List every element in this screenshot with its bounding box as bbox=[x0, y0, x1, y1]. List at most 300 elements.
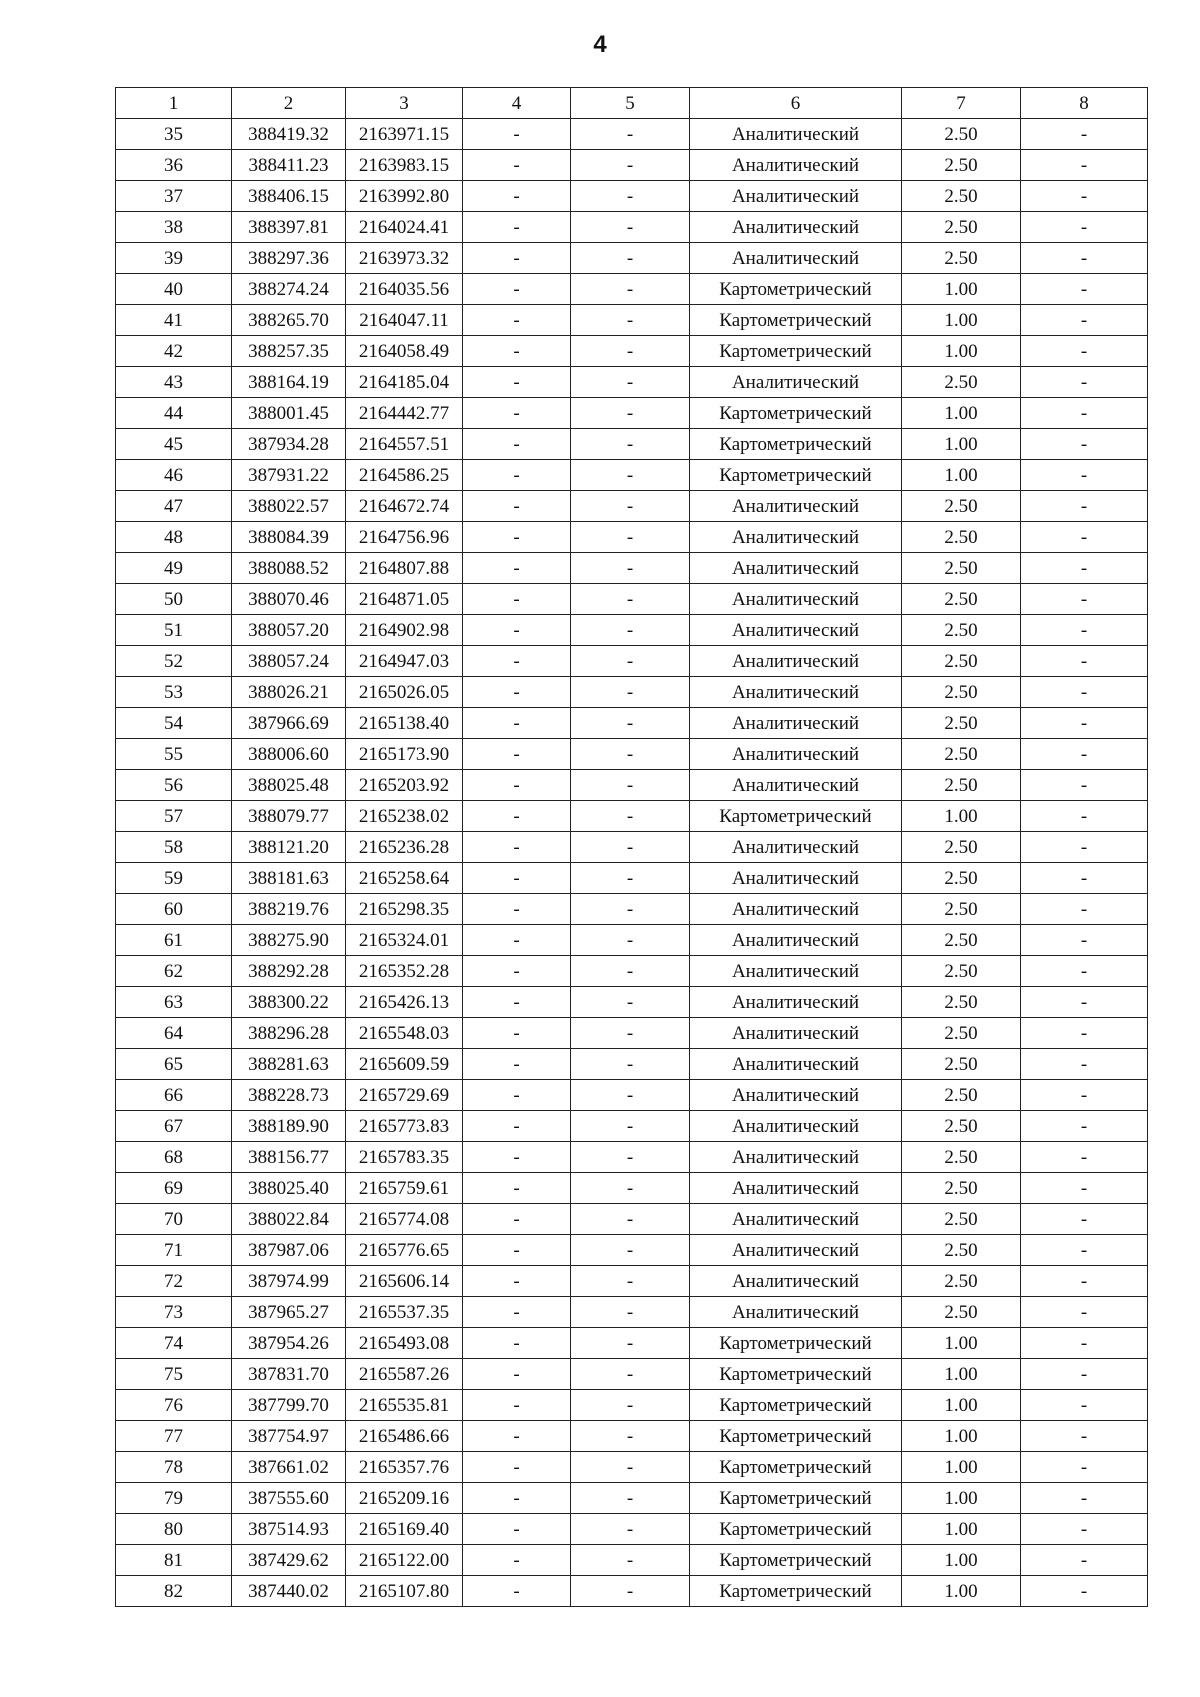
cell-accuracy: 2.50 bbox=[902, 522, 1021, 553]
cell-point-number: 57 bbox=[116, 801, 232, 832]
cell-col8-value: - bbox=[1021, 1204, 1148, 1235]
cell-point-number: 37 bbox=[116, 181, 232, 212]
cell-method: Аналитический bbox=[690, 212, 902, 243]
cell-col5-value: - bbox=[571, 553, 690, 584]
cell-col5-value: - bbox=[571, 212, 690, 243]
cell-coord-x: 388297.36 bbox=[232, 243, 346, 274]
table-row bbox=[116, 1018, 1148, 1049]
table-row bbox=[116, 336, 1148, 367]
cell-point-number: 51 bbox=[116, 615, 232, 646]
column-header-1: 1 bbox=[116, 88, 232, 119]
table-row bbox=[116, 1328, 1148, 1359]
cell-accuracy: 2.50 bbox=[902, 646, 1021, 677]
table-row bbox=[116, 832, 1148, 863]
table-row bbox=[116, 863, 1148, 894]
cell-accuracy: 2.50 bbox=[902, 1080, 1021, 1111]
cell-col4-value: - bbox=[463, 708, 571, 739]
cell-coord-x: 388300.22 bbox=[232, 987, 346, 1018]
cell-accuracy: 2.50 bbox=[902, 1173, 1021, 1204]
table-row bbox=[116, 739, 1148, 770]
table-row bbox=[116, 987, 1148, 1018]
cell-accuracy: 2.50 bbox=[902, 739, 1021, 770]
cell-col4-value: - bbox=[463, 150, 571, 181]
cell-col8-value: - bbox=[1021, 460, 1148, 491]
cell-col8-value: - bbox=[1021, 367, 1148, 398]
cell-col5-value: - bbox=[571, 863, 690, 894]
cell-col8-value: - bbox=[1021, 553, 1148, 584]
cell-col5-value: - bbox=[571, 584, 690, 615]
cell-point-number: 61 bbox=[116, 925, 232, 956]
cell-point-number: 77 bbox=[116, 1421, 232, 1452]
cell-col5-value: - bbox=[571, 677, 690, 708]
cell-col5-value: - bbox=[571, 1359, 690, 1390]
cell-col8-value: - bbox=[1021, 925, 1148, 956]
cell-accuracy: 1.00 bbox=[902, 429, 1021, 460]
cell-accuracy: 1.00 bbox=[902, 1483, 1021, 1514]
cell-accuracy: 1.00 bbox=[902, 398, 1021, 429]
cell-coord-y: 2165426.13 bbox=[346, 987, 463, 1018]
table-row bbox=[116, 1173, 1148, 1204]
cell-col5-value: - bbox=[571, 708, 690, 739]
cell-point-number: 73 bbox=[116, 1297, 232, 1328]
cell-col8-value: - bbox=[1021, 1514, 1148, 1545]
cell-accuracy: 2.50 bbox=[902, 584, 1021, 615]
cell-col8-value: - bbox=[1021, 212, 1148, 243]
cell-point-number: 36 bbox=[116, 150, 232, 181]
cell-col8-value: - bbox=[1021, 1049, 1148, 1080]
cell-point-number: 65 bbox=[116, 1049, 232, 1080]
cell-method: Аналитический bbox=[690, 1173, 902, 1204]
cell-point-number: 60 bbox=[116, 894, 232, 925]
cell-coord-y: 2165606.14 bbox=[346, 1266, 463, 1297]
cell-method: Картометрический bbox=[690, 1483, 902, 1514]
cell-col5-value: - bbox=[571, 1483, 690, 1514]
table-row bbox=[116, 584, 1148, 615]
cell-accuracy: 2.50 bbox=[902, 708, 1021, 739]
cell-col5-value: - bbox=[571, 119, 690, 150]
cell-accuracy: 2.50 bbox=[902, 367, 1021, 398]
coordinates-table bbox=[115, 87, 1148, 1607]
cell-col4-value: - bbox=[463, 274, 571, 305]
cell-method: Аналитический bbox=[690, 1297, 902, 1328]
cell-method: Аналитический bbox=[690, 584, 902, 615]
cell-col5-value: - bbox=[571, 1142, 690, 1173]
cell-col8-value: - bbox=[1021, 274, 1148, 305]
cell-coord-y: 2164871.05 bbox=[346, 584, 463, 615]
table-row bbox=[116, 553, 1148, 584]
cell-point-number: 80 bbox=[116, 1514, 232, 1545]
cell-coord-x: 388156.77 bbox=[232, 1142, 346, 1173]
cell-point-number: 79 bbox=[116, 1483, 232, 1514]
cell-coord-x: 388281.63 bbox=[232, 1049, 346, 1080]
table-row bbox=[116, 1080, 1148, 1111]
table-row bbox=[116, 1545, 1148, 1576]
cell-coord-y: 2164756.96 bbox=[346, 522, 463, 553]
cell-accuracy: 1.00 bbox=[902, 1328, 1021, 1359]
cell-coord-x: 388397.81 bbox=[232, 212, 346, 243]
cell-coord-x: 387954.26 bbox=[232, 1328, 346, 1359]
table-row bbox=[116, 801, 1148, 832]
cell-col4-value: - bbox=[463, 1483, 571, 1514]
cell-col4-value: - bbox=[463, 1080, 571, 1111]
cell-accuracy: 2.50 bbox=[902, 1235, 1021, 1266]
cell-coord-x: 388257.35 bbox=[232, 336, 346, 367]
cell-col5-value: - bbox=[571, 1049, 690, 1080]
table-row bbox=[116, 1390, 1148, 1421]
cell-col5-value: - bbox=[571, 1390, 690, 1421]
cell-coord-y: 2163983.15 bbox=[346, 150, 463, 181]
cell-method: Аналитический bbox=[690, 243, 902, 274]
cell-point-number: 41 bbox=[116, 305, 232, 336]
cell-col8-value: - bbox=[1021, 398, 1148, 429]
cell-method: Картометрический bbox=[690, 1545, 902, 1576]
cell-accuracy: 2.50 bbox=[902, 119, 1021, 150]
cell-coord-x: 388296.28 bbox=[232, 1018, 346, 1049]
cell-col4-value: - bbox=[463, 336, 571, 367]
cell-accuracy: 1.00 bbox=[902, 1359, 1021, 1390]
cell-coord-x: 387514.93 bbox=[232, 1514, 346, 1545]
cell-col8-value: - bbox=[1021, 956, 1148, 987]
cell-point-number: 59 bbox=[116, 863, 232, 894]
cell-col5-value: - bbox=[571, 894, 690, 925]
cell-point-number: 48 bbox=[116, 522, 232, 553]
table-row bbox=[116, 1111, 1148, 1142]
cell-col5-value: - bbox=[571, 336, 690, 367]
cell-method: Аналитический bbox=[690, 1080, 902, 1111]
cell-coord-x: 387429.62 bbox=[232, 1545, 346, 1576]
cell-col4-value: - bbox=[463, 1545, 571, 1576]
table-header bbox=[116, 88, 1148, 119]
cell-coord-y: 2165173.90 bbox=[346, 739, 463, 770]
table-row bbox=[116, 119, 1148, 150]
table-row bbox=[116, 1576, 1148, 1607]
cell-method: Картометрический bbox=[690, 398, 902, 429]
cell-col4-value: - bbox=[463, 677, 571, 708]
cell-method: Аналитический bbox=[690, 987, 902, 1018]
cell-method: Аналитический bbox=[690, 522, 902, 553]
cell-coord-y: 2164442.77 bbox=[346, 398, 463, 429]
cell-coord-x: 388057.20 bbox=[232, 615, 346, 646]
table-row bbox=[116, 212, 1148, 243]
cell-point-number: 82 bbox=[116, 1576, 232, 1607]
cell-point-number: 81 bbox=[116, 1545, 232, 1576]
table-row bbox=[116, 1142, 1148, 1173]
cell-col8-value: - bbox=[1021, 243, 1148, 274]
cell-col8-value: - bbox=[1021, 1483, 1148, 1514]
cell-col5-value: - bbox=[571, 739, 690, 770]
cell-col5-value: - bbox=[571, 956, 690, 987]
cell-accuracy: 1.00 bbox=[902, 336, 1021, 367]
cell-point-number: 74 bbox=[116, 1328, 232, 1359]
cell-point-number: 54 bbox=[116, 708, 232, 739]
table-row bbox=[116, 1359, 1148, 1390]
cell-col8-value: - bbox=[1021, 739, 1148, 770]
cell-col8-value: - bbox=[1021, 1421, 1148, 1452]
cell-col4-value: - bbox=[463, 1235, 571, 1266]
cell-point-number: 53 bbox=[116, 677, 232, 708]
table-row bbox=[116, 367, 1148, 398]
cell-method: Картометрический bbox=[690, 801, 902, 832]
cell-method: Аналитический bbox=[690, 646, 902, 677]
cell-coord-y: 2164035.56 bbox=[346, 274, 463, 305]
table-row bbox=[116, 491, 1148, 522]
cell-col4-value: - bbox=[463, 925, 571, 956]
cell-col5-value: - bbox=[571, 429, 690, 460]
cell-col4-value: - bbox=[463, 1049, 571, 1080]
cell-method: Аналитический bbox=[690, 894, 902, 925]
cell-accuracy: 2.50 bbox=[902, 832, 1021, 863]
cell-col4-value: - bbox=[463, 243, 571, 274]
cell-coord-y: 2164047.11 bbox=[346, 305, 463, 336]
cell-col8-value: - bbox=[1021, 1142, 1148, 1173]
cell-accuracy: 2.50 bbox=[902, 1297, 1021, 1328]
cell-col5-value: - bbox=[571, 1545, 690, 1576]
cell-coord-x: 387931.22 bbox=[232, 460, 346, 491]
column-header-3: 3 bbox=[346, 88, 463, 119]
cell-point-number: 58 bbox=[116, 832, 232, 863]
cell-coord-x: 388181.63 bbox=[232, 863, 346, 894]
cell-point-number: 68 bbox=[116, 1142, 232, 1173]
cell-method: Аналитический bbox=[690, 491, 902, 522]
cell-col8-value: - bbox=[1021, 1080, 1148, 1111]
column-header-7: 7 bbox=[902, 88, 1021, 119]
cell-point-number: 63 bbox=[116, 987, 232, 1018]
cell-coord-x: 387934.28 bbox=[232, 429, 346, 460]
cell-accuracy: 2.50 bbox=[902, 677, 1021, 708]
cell-coord-y: 2165107.80 bbox=[346, 1576, 463, 1607]
cell-method: Картометрический bbox=[690, 305, 902, 336]
table-row bbox=[116, 1421, 1148, 1452]
cell-point-number: 67 bbox=[116, 1111, 232, 1142]
cell-col8-value: - bbox=[1021, 150, 1148, 181]
cell-coord-y: 2164902.98 bbox=[346, 615, 463, 646]
cell-accuracy: 1.00 bbox=[902, 801, 1021, 832]
cell-col4-value: - bbox=[463, 1452, 571, 1483]
cell-col4-value: - bbox=[463, 398, 571, 429]
cell-method: Аналитический bbox=[690, 770, 902, 801]
cell-point-number: 71 bbox=[116, 1235, 232, 1266]
table-row bbox=[116, 1204, 1148, 1235]
cell-coord-y: 2164947.03 bbox=[346, 646, 463, 677]
cell-col4-value: - bbox=[463, 1514, 571, 1545]
cell-col4-value: - bbox=[463, 429, 571, 460]
cell-coord-y: 2164058.49 bbox=[346, 336, 463, 367]
cell-point-number: 45 bbox=[116, 429, 232, 460]
cell-col5-value: - bbox=[571, 987, 690, 1018]
cell-col5-value: - bbox=[571, 1266, 690, 1297]
cell-col4-value: - bbox=[463, 1576, 571, 1607]
cell-coord-y: 2164807.88 bbox=[346, 553, 463, 584]
cell-col5-value: - bbox=[571, 646, 690, 677]
cell-col8-value: - bbox=[1021, 1266, 1148, 1297]
cell-accuracy: 2.50 bbox=[902, 491, 1021, 522]
cell-col5-value: - bbox=[571, 832, 690, 863]
cell-coord-y: 2165587.26 bbox=[346, 1359, 463, 1390]
cell-point-number: 76 bbox=[116, 1390, 232, 1421]
cell-col4-value: - bbox=[463, 1173, 571, 1204]
cell-method: Картометрический bbox=[690, 1514, 902, 1545]
cell-col4-value: - bbox=[463, 553, 571, 584]
cell-method: Аналитический bbox=[690, 150, 902, 181]
cell-coord-x: 387799.70 bbox=[232, 1390, 346, 1421]
cell-method: Картометрический bbox=[690, 460, 902, 491]
cell-col4-value: - bbox=[463, 212, 571, 243]
cell-coord-x: 388121.20 bbox=[232, 832, 346, 863]
cell-col8-value: - bbox=[1021, 1359, 1148, 1390]
cell-coord-y: 2165548.03 bbox=[346, 1018, 463, 1049]
cell-coord-y: 2165759.61 bbox=[346, 1173, 463, 1204]
cell-col4-value: - bbox=[463, 987, 571, 1018]
cell-accuracy: 2.50 bbox=[902, 615, 1021, 646]
cell-coord-y: 2165138.40 bbox=[346, 708, 463, 739]
cell-col5-value: - bbox=[571, 1018, 690, 1049]
cell-col4-value: - bbox=[463, 522, 571, 553]
cell-col4-value: - bbox=[463, 460, 571, 491]
cell-coord-y: 2165258.64 bbox=[346, 863, 463, 894]
cell-col8-value: - bbox=[1021, 181, 1148, 212]
cell-col5-value: - bbox=[571, 398, 690, 429]
cell-col4-value: - bbox=[463, 615, 571, 646]
cell-col5-value: - bbox=[571, 305, 690, 336]
cell-method: Аналитический bbox=[690, 615, 902, 646]
cell-accuracy: 2.50 bbox=[902, 553, 1021, 584]
column-header-5: 5 bbox=[571, 88, 690, 119]
cell-col4-value: - bbox=[463, 1204, 571, 1235]
cell-coord-x: 388088.52 bbox=[232, 553, 346, 584]
cell-accuracy: 2.50 bbox=[902, 956, 1021, 987]
cell-col5-value: - bbox=[571, 1173, 690, 1204]
cell-col5-value: - bbox=[571, 274, 690, 305]
cell-col5-value: - bbox=[571, 801, 690, 832]
cell-coord-x: 388274.24 bbox=[232, 274, 346, 305]
cell-coord-y: 2165537.35 bbox=[346, 1297, 463, 1328]
table-row bbox=[116, 150, 1148, 181]
cell-accuracy: 2.50 bbox=[902, 1111, 1021, 1142]
cell-point-number: 43 bbox=[116, 367, 232, 398]
cell-accuracy: 1.00 bbox=[902, 274, 1021, 305]
cell-coord-y: 2165324.01 bbox=[346, 925, 463, 956]
cell-method: Аналитический bbox=[690, 1142, 902, 1173]
cell-coord-x: 387555.60 bbox=[232, 1483, 346, 1514]
cell-coord-x: 388025.40 bbox=[232, 1173, 346, 1204]
cell-method: Аналитический bbox=[690, 1111, 902, 1142]
table-row bbox=[116, 274, 1148, 305]
cell-col4-value: - bbox=[463, 739, 571, 770]
cell-coord-x: 387966.69 bbox=[232, 708, 346, 739]
cell-col5-value: - bbox=[571, 1204, 690, 1235]
cell-coord-y: 2165535.81 bbox=[346, 1390, 463, 1421]
cell-coord-x: 388025.48 bbox=[232, 770, 346, 801]
cell-method: Аналитический bbox=[690, 739, 902, 770]
cell-col8-value: - bbox=[1021, 832, 1148, 863]
cell-col5-value: - bbox=[571, 1514, 690, 1545]
cell-point-number: 40 bbox=[116, 274, 232, 305]
cell-accuracy: 2.50 bbox=[902, 1266, 1021, 1297]
cell-coord-x: 388265.70 bbox=[232, 305, 346, 336]
table-row bbox=[116, 646, 1148, 677]
cell-point-number: 62 bbox=[116, 956, 232, 987]
table-row bbox=[116, 460, 1148, 491]
column-header-6: 6 bbox=[690, 88, 902, 119]
table-row bbox=[116, 770, 1148, 801]
table-row bbox=[116, 243, 1148, 274]
cell-coord-x: 387754.97 bbox=[232, 1421, 346, 1452]
cell-method: Картометрический bbox=[690, 274, 902, 305]
cell-point-number: 72 bbox=[116, 1266, 232, 1297]
cell-col4-value: - bbox=[463, 1297, 571, 1328]
cell-point-number: 64 bbox=[116, 1018, 232, 1049]
cell-coord-x: 388292.28 bbox=[232, 956, 346, 987]
cell-col4-value: - bbox=[463, 956, 571, 987]
cell-accuracy: 2.50 bbox=[902, 150, 1021, 181]
cell-coord-y: 2165352.28 bbox=[346, 956, 463, 987]
cell-accuracy: 2.50 bbox=[902, 1049, 1021, 1080]
cell-accuracy: 1.00 bbox=[902, 1390, 1021, 1421]
cell-point-number: 46 bbox=[116, 460, 232, 491]
cell-coord-y: 2165026.05 bbox=[346, 677, 463, 708]
cell-col8-value: - bbox=[1021, 1297, 1148, 1328]
table-body bbox=[116, 119, 1148, 1607]
cell-coord-y: 2164672.74 bbox=[346, 491, 463, 522]
table-row bbox=[116, 615, 1148, 646]
cell-method: Аналитический bbox=[690, 1204, 902, 1235]
cell-col4-value: - bbox=[463, 1111, 571, 1142]
cell-accuracy: 1.00 bbox=[902, 1545, 1021, 1576]
cell-coord-x: 388006.60 bbox=[232, 739, 346, 770]
cell-accuracy: 1.00 bbox=[902, 305, 1021, 336]
cell-coord-x: 388070.46 bbox=[232, 584, 346, 615]
cell-accuracy: 1.00 bbox=[902, 1576, 1021, 1607]
cell-accuracy: 2.50 bbox=[902, 181, 1021, 212]
cell-method: Аналитический bbox=[690, 832, 902, 863]
cell-col5-value: - bbox=[571, 460, 690, 491]
table-row bbox=[116, 956, 1148, 987]
cell-method: Аналитический bbox=[690, 677, 902, 708]
cell-col8-value: - bbox=[1021, 1576, 1148, 1607]
cell-col4-value: - bbox=[463, 832, 571, 863]
cell-coord-y: 2165609.59 bbox=[346, 1049, 463, 1080]
cell-point-number: 66 bbox=[116, 1080, 232, 1111]
cell-col5-value: - bbox=[571, 150, 690, 181]
cell-col8-value: - bbox=[1021, 708, 1148, 739]
cell-col5-value: - bbox=[571, 367, 690, 398]
cell-coord-x: 387661.02 bbox=[232, 1452, 346, 1483]
cell-accuracy: 2.50 bbox=[902, 863, 1021, 894]
cell-accuracy: 2.50 bbox=[902, 1142, 1021, 1173]
cell-col4-value: - bbox=[463, 801, 571, 832]
cell-coord-x: 388001.45 bbox=[232, 398, 346, 429]
cell-col4-value: - bbox=[463, 367, 571, 398]
cell-col5-value: - bbox=[571, 243, 690, 274]
cell-col8-value: - bbox=[1021, 801, 1148, 832]
table-row bbox=[116, 1483, 1148, 1514]
cell-col4-value: - bbox=[463, 181, 571, 212]
cell-col8-value: - bbox=[1021, 770, 1148, 801]
cell-accuracy: 2.50 bbox=[902, 894, 1021, 925]
cell-accuracy: 1.00 bbox=[902, 1514, 1021, 1545]
cell-coord-y: 2164586.25 bbox=[346, 460, 463, 491]
cell-method: Аналитический bbox=[690, 956, 902, 987]
cell-col8-value: - bbox=[1021, 305, 1148, 336]
cell-col8-value: - bbox=[1021, 1173, 1148, 1204]
cell-col8-value: - bbox=[1021, 1235, 1148, 1266]
cell-coord-y: 2165203.92 bbox=[346, 770, 463, 801]
cell-coord-y: 2163992.80 bbox=[346, 181, 463, 212]
cell-coord-y: 2165209.16 bbox=[346, 1483, 463, 1514]
cell-col5-value: - bbox=[571, 1080, 690, 1111]
cell-col8-value: - bbox=[1021, 1390, 1148, 1421]
cell-col8-value: - bbox=[1021, 615, 1148, 646]
